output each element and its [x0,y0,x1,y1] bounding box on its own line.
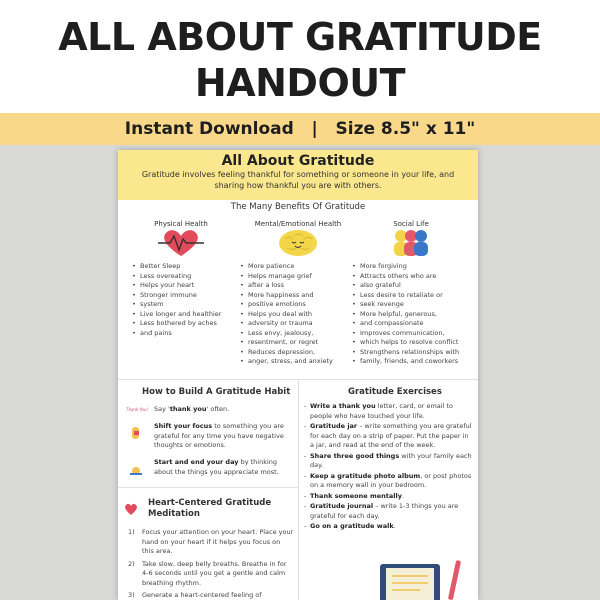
list-item: • More helpful, generous, [352,310,459,320]
list-item: • More happiness and [240,291,333,301]
habit-item: Start and end your day by thinking about the things you appreciate most. [154,458,279,476]
divider [118,487,298,488]
list-item: • after a loss [240,281,333,291]
happy-brain-icon [273,228,323,258]
mental-benefits-list [240,262,333,367]
list-item: - Write a thank you letter, card, or email to people who have touched your life. [304,402,472,421]
list-item: • Attracts others who are [352,272,459,282]
habit-item: Shift your focus to something you are grateful for any time you have negative thoughts or emotions. [154,422,284,449]
list-item: • family, friends, and coworkers [352,357,459,367]
list-item: • Reduces depression, [240,348,333,358]
list-item: 3) Generate a heart-centered feeling of [128,591,262,599]
sheet-intro: Gratitude involves feeling thankful for something or someone in your life, and sharing how thankful you are with others. [141,170,455,190]
col-physical-heading: Physical Health [154,220,208,228]
physical-benefits-list [132,262,221,338]
column-divider [298,380,299,600]
list-item: - Keep a gratitude photo album, or post photos on a memory wall in your bedroom. [304,472,472,491]
list-item: • adversity or trauma [240,319,333,329]
thank-you-note-icon: Thank You! [126,407,149,412]
list-item: • Stronger immune [132,291,221,301]
list-item: - Gratitude journal – write 1-3 things you are grateful for each day. [304,502,472,521]
list-item: • Less desire to retaliate or [352,291,459,301]
sheet-title: All About Gratitude [221,153,375,169]
list-item: - Thank someone mentally. [304,492,472,502]
meditation-steps [128,528,294,600]
col-social-heading: Social Life [393,220,429,228]
list-item: • Less overeating [132,272,221,282]
benefits-heading: The Many Benefits Of Gratitude [230,202,366,212]
banner-title-line1: ALL ABOUT GRATITUDE [58,15,542,59]
list-item: - Gratitude jar – write something you are grateful for each day on a strip of paper. Put the paper in a jar, and read at the end of the week. [304,422,472,451]
list-item: • Better Sleep [132,262,221,272]
list-item: - Go on a gratitude walk. [304,522,472,532]
list-item: • More patience [240,262,333,272]
list-item: 2) Take slow, deep belly breaths. Breathe in for 4-6 seconds until you get a gentle and calm breathing rhythm. [128,559,287,587]
social-benefits-list [352,262,459,367]
list-item: • More forgiving [352,262,459,272]
people-group-icon [386,228,436,258]
list-item: • system [132,300,221,310]
list-item: • Less bothered by aches [132,319,221,329]
exercises-list [304,402,472,533]
habit-item: Say 'thank you' often. [154,405,230,413]
list-item: • and pains [132,329,221,339]
list-item: • Less envy, jealousy, [240,329,333,339]
list-item: • positive emotions [240,300,333,310]
exercises-heading: Gratitude Exercises [348,387,442,397]
list-item: • anger, stress, and anxiety [240,357,333,367]
list-item: - Share three good things with your family each day. [304,452,472,471]
list-item: • seek revenge [352,300,459,310]
journal-icon [370,558,466,600]
sunrise-icon [128,462,144,478]
list-item: • Live longer and healthier [132,310,221,320]
list-item: • also grateful [352,281,459,291]
list-item: • and compassionate [352,319,459,329]
habit-heading: How to Build A Gratitude Habit [142,387,291,397]
list-item: • Strengthens relationships with [352,348,459,358]
list-item: • which helps to resolve conflict [352,338,459,348]
heart-pulse-icon [156,228,206,258]
list-item: • Improves communication, [352,329,459,339]
banner-title [0,14,600,106]
list-item: • Helps manage grief [240,272,333,282]
subtitle-band [0,113,600,145]
list-item: • Helps your heart [132,281,221,291]
list-item: 1) Focus your attention on your heart. Place your hand on your heart if it helps you focus on this area. [128,528,294,555]
meditation-heading: Heart-Centered Gratitude Meditation [148,498,272,519]
list-item: • Helps you deal with [240,310,333,320]
banner-subtitle: Instant Download | Size 8.5" x 11" [124,119,476,139]
col-mental-heading: Mental/Emotional Health [254,220,342,228]
heart-icon [124,503,138,515]
hand-icon [128,425,144,441]
list-item: • resentment, or regret [240,338,333,348]
top-banner [0,0,600,113]
banner-title-line2: HANDOUT [194,61,406,105]
handout-sheet [118,150,478,600]
